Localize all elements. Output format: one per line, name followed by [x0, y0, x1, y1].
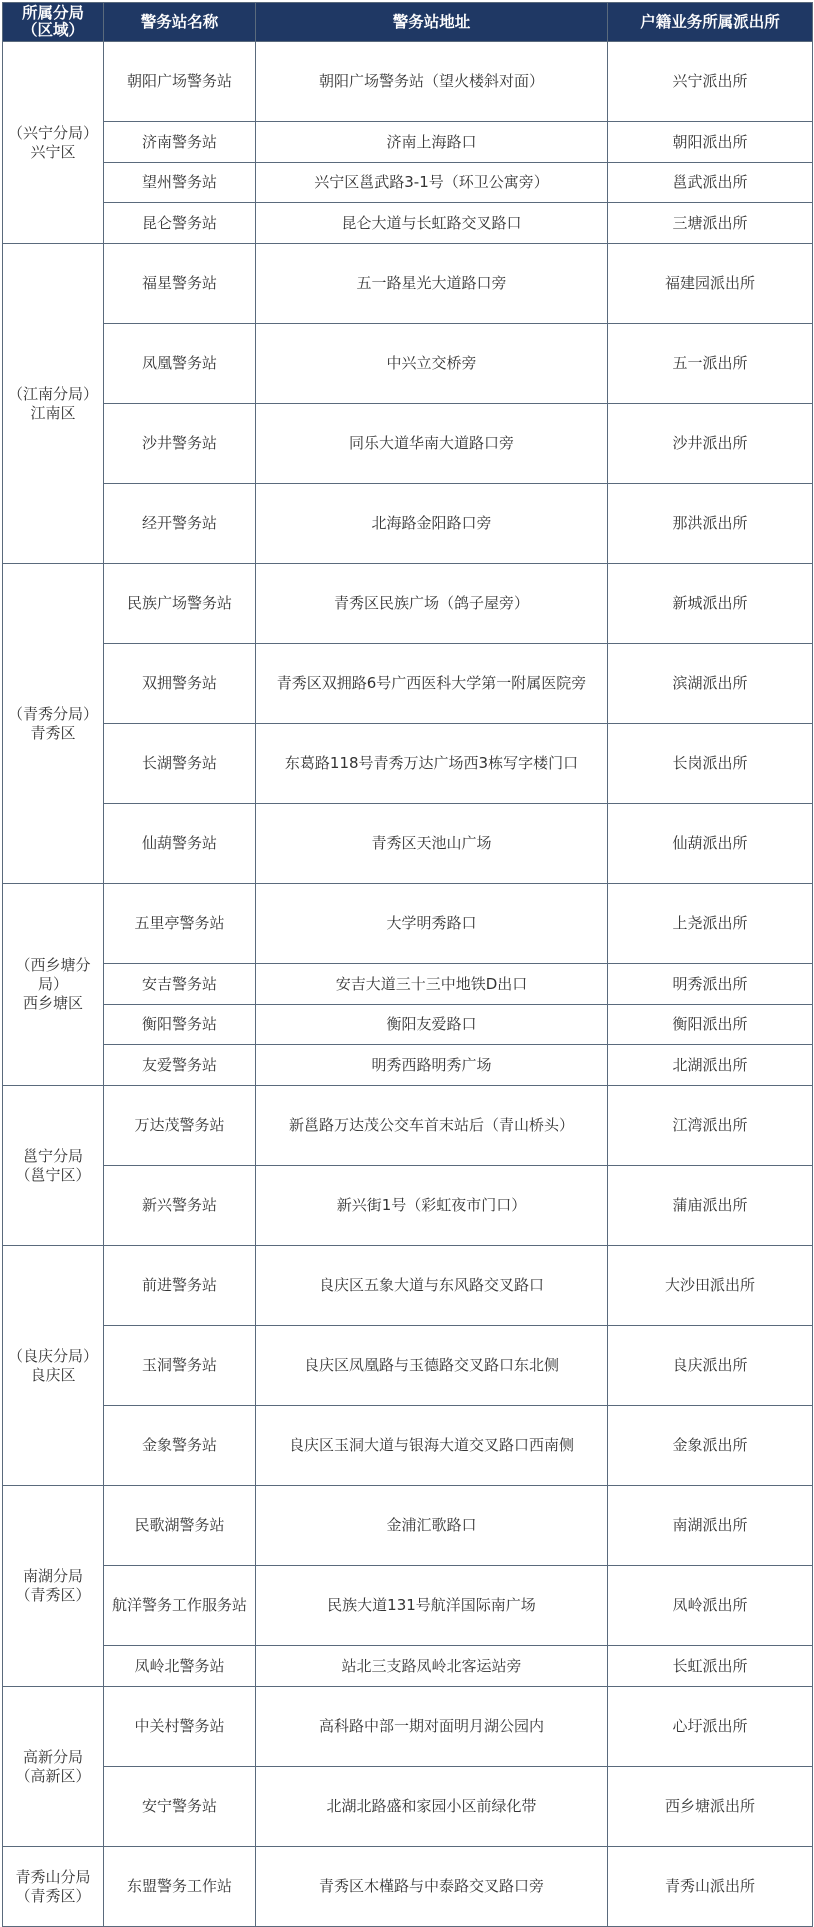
- station-address-cell: 明秀西路明秀广场: [256, 1045, 608, 1086]
- station-name-cell: 朝阳广场警务站: [104, 42, 256, 122]
- station-name-cell: 民族广场警务站: [104, 564, 256, 644]
- table-row: [3, 884, 813, 964]
- table-row: [3, 1045, 813, 1086]
- registry-station-cell: 心圩派出所: [608, 1687, 813, 1767]
- station-address-cell: 朝阳广场警务站（望火楼斜对面）: [256, 42, 608, 122]
- table-body: [3, 42, 813, 1927]
- station-name-cell: 玉洞警务站: [104, 1326, 256, 1406]
- station-address-cell: 济南上海路口: [256, 122, 608, 163]
- table-row: [3, 1767, 813, 1847]
- station-name-cell: 友爱警务站: [104, 1045, 256, 1086]
- district-cell: 高新分局 （高新区）: [3, 1687, 104, 1847]
- table-row: [3, 484, 813, 564]
- station-address-cell: 同乐大道华南大道路口旁: [256, 404, 608, 484]
- table-row: [3, 203, 813, 244]
- table-row: [3, 1005, 813, 1045]
- table-row: [3, 964, 813, 1005]
- registry-station-cell: 明秀派出所: [608, 964, 813, 1005]
- header-row: [3, 3, 813, 42]
- station-address-cell: 新兴街1号（彩虹夜市门口）: [256, 1166, 608, 1246]
- district-cell: （兴宁分局） 兴宁区: [3, 42, 104, 244]
- district-cell: （江南分局） 江南区: [3, 244, 104, 564]
- table-row: [3, 244, 813, 324]
- station-name-cell: 五里亭警务站: [104, 884, 256, 964]
- registry-station-cell: 长岗派出所: [608, 724, 813, 804]
- registry-station-cell: 青秀山派出所: [608, 1847, 813, 1927]
- station-address-cell: 高科路中部一期对面明月湖公园内: [256, 1687, 608, 1767]
- district-cell: （良庆分局） 良庆区: [3, 1246, 104, 1486]
- header-station-name: 警务站名称: [104, 3, 256, 42]
- header-station-address: 警务站地址: [256, 3, 608, 42]
- registry-station-cell: 蒲庙派出所: [608, 1166, 813, 1246]
- registry-station-cell: 西乡塘派出所: [608, 1767, 813, 1847]
- station-address-cell: 站北三支路凤岭北客运站旁: [256, 1646, 608, 1687]
- registry-station-cell: 凤岭派出所: [608, 1566, 813, 1646]
- police-station-table: [2, 2, 813, 1927]
- registry-station-cell: 仙葫派出所: [608, 804, 813, 884]
- header-district: 所属分局 （区域）: [3, 3, 104, 42]
- registry-station-cell: 福建园派出所: [608, 244, 813, 324]
- station-name-cell: 衡阳警务站: [104, 1005, 256, 1045]
- registry-station-cell: 五一派出所: [608, 324, 813, 404]
- table-row: [3, 724, 813, 804]
- registry-station-cell: 南湖派出所: [608, 1486, 813, 1566]
- table-row: [3, 163, 813, 203]
- station-name-cell: 民歌湖警务站: [104, 1486, 256, 1566]
- station-address-cell: 北海路金阳路口旁: [256, 484, 608, 564]
- station-address-cell: 北湖北路盛和家园小区前绿化带: [256, 1767, 608, 1847]
- registry-station-cell: 兴宁派出所: [608, 42, 813, 122]
- station-name-cell: 万达茂警务站: [104, 1086, 256, 1166]
- station-address-cell: 安吉大道三十三中地铁D出口: [256, 964, 608, 1005]
- registry-station-cell: 良庆派出所: [608, 1326, 813, 1406]
- table-row: [3, 122, 813, 163]
- registry-station-cell: 衡阳派出所: [608, 1005, 813, 1045]
- station-name-cell: 昆仑警务站: [104, 203, 256, 244]
- table-row: [3, 1646, 813, 1687]
- registry-station-cell: 长虹派出所: [608, 1646, 813, 1687]
- header-registry-station: 户籍业务所属派出所: [608, 3, 813, 42]
- station-address-cell: 良庆区五象大道与东风路交叉路口: [256, 1246, 608, 1326]
- table-row: [3, 1847, 813, 1927]
- station-name-cell: 前进警务站: [104, 1246, 256, 1326]
- station-address-cell: 民族大道131号航洋国际南广场: [256, 1566, 608, 1646]
- station-name-cell: 航洋警务工作服务站: [104, 1566, 256, 1646]
- registry-station-cell: 三塘派出所: [608, 203, 813, 244]
- table-row: [3, 1326, 813, 1406]
- station-address-cell: 五一路星光大道路口旁: [256, 244, 608, 324]
- district-cell: 青秀山分局 （青秀区）: [3, 1847, 104, 1927]
- station-address-cell: 衡阳友爱路口: [256, 1005, 608, 1045]
- station-name-cell: 望州警务站: [104, 163, 256, 203]
- table-row: [3, 324, 813, 404]
- registry-station-cell: 上尧派出所: [608, 884, 813, 964]
- registry-station-cell: 北湖派出所: [608, 1045, 813, 1086]
- station-address-cell: 大学明秀路口: [256, 884, 608, 964]
- table-row: [3, 644, 813, 724]
- registry-station-cell: 滨湖派出所: [608, 644, 813, 724]
- station-name-cell: 凤凰警务站: [104, 324, 256, 404]
- table-row: [3, 804, 813, 884]
- station-name-cell: 安吉警务站: [104, 964, 256, 1005]
- station-name-cell: 沙井警务站: [104, 404, 256, 484]
- table-row: [3, 1166, 813, 1246]
- station-address-cell: 青秀区双拥路6号广西医科大学第一附属医院旁: [256, 644, 608, 724]
- registry-station-cell: 那洪派出所: [608, 484, 813, 564]
- station-address-cell: 金浦汇歌路口: [256, 1486, 608, 1566]
- station-name-cell: 金象警务站: [104, 1406, 256, 1486]
- station-name-cell: 中关村警务站: [104, 1687, 256, 1767]
- station-address-cell: 青秀区天池山广场: [256, 804, 608, 884]
- station-name-cell: 安宁警务站: [104, 1767, 256, 1847]
- registry-station-cell: 江湾派出所: [608, 1086, 813, 1166]
- station-name-cell: 济南警务站: [104, 122, 256, 163]
- registry-station-cell: 金象派出所: [608, 1406, 813, 1486]
- station-address-cell: 青秀区民族广场（鸽子屋旁）: [256, 564, 608, 644]
- station-address-cell: 良庆区玉洞大道与银海大道交叉路口西南侧: [256, 1406, 608, 1486]
- station-address-cell: 新邕路万达茂公交车首末站后（青山桥头）: [256, 1086, 608, 1166]
- table-row: [3, 1687, 813, 1767]
- station-name-cell: 仙葫警务站: [104, 804, 256, 884]
- station-address-cell: 青秀区木槿路与中泰路交叉路口旁: [256, 1847, 608, 1927]
- table-row: [3, 404, 813, 484]
- registry-station-cell: 朝阳派出所: [608, 122, 813, 163]
- table-row: [3, 1246, 813, 1326]
- registry-station-cell: 新城派出所: [608, 564, 813, 644]
- registry-station-cell: 邕武派出所: [608, 163, 813, 203]
- station-address-cell: 昆仑大道与长虹路交叉路口: [256, 203, 608, 244]
- station-name-cell: 凤岭北警务站: [104, 1646, 256, 1687]
- station-name-cell: 长湖警务站: [104, 724, 256, 804]
- station-name-cell: 东盟警务工作站: [104, 1847, 256, 1927]
- station-name-cell: 经开警务站: [104, 484, 256, 564]
- station-address-cell: 兴宁区邕武路3-1号（环卫公寓旁）: [256, 163, 608, 203]
- table-row: [3, 42, 813, 122]
- district-cell: 邕宁分局 （邕宁区）: [3, 1086, 104, 1246]
- station-name-cell: 福星警务站: [104, 244, 256, 324]
- station-address-cell: 东葛路118号青秀万达广场西3栋写字楼门口: [256, 724, 608, 804]
- table-row: [3, 1566, 813, 1646]
- table-row: [3, 1406, 813, 1486]
- station-address-cell: 中兴立交桥旁: [256, 324, 608, 404]
- district-cell: （青秀分局） 青秀区: [3, 564, 104, 884]
- station-name-cell: 双拥警务站: [104, 644, 256, 724]
- table-row: [3, 564, 813, 644]
- registry-station-cell: 沙井派出所: [608, 404, 813, 484]
- district-cell: （西乡塘分 局） 西乡塘区: [3, 884, 104, 1086]
- station-address-cell: 良庆区凤凰路与玉德路交叉路口东北侧: [256, 1326, 608, 1406]
- table-row: [3, 1086, 813, 1166]
- registry-station-cell: 大沙田派出所: [608, 1246, 813, 1326]
- station-name-cell: 新兴警务站: [104, 1166, 256, 1246]
- table-row: [3, 1486, 813, 1566]
- district-cell: 南湖分局 （青秀区）: [3, 1486, 104, 1687]
